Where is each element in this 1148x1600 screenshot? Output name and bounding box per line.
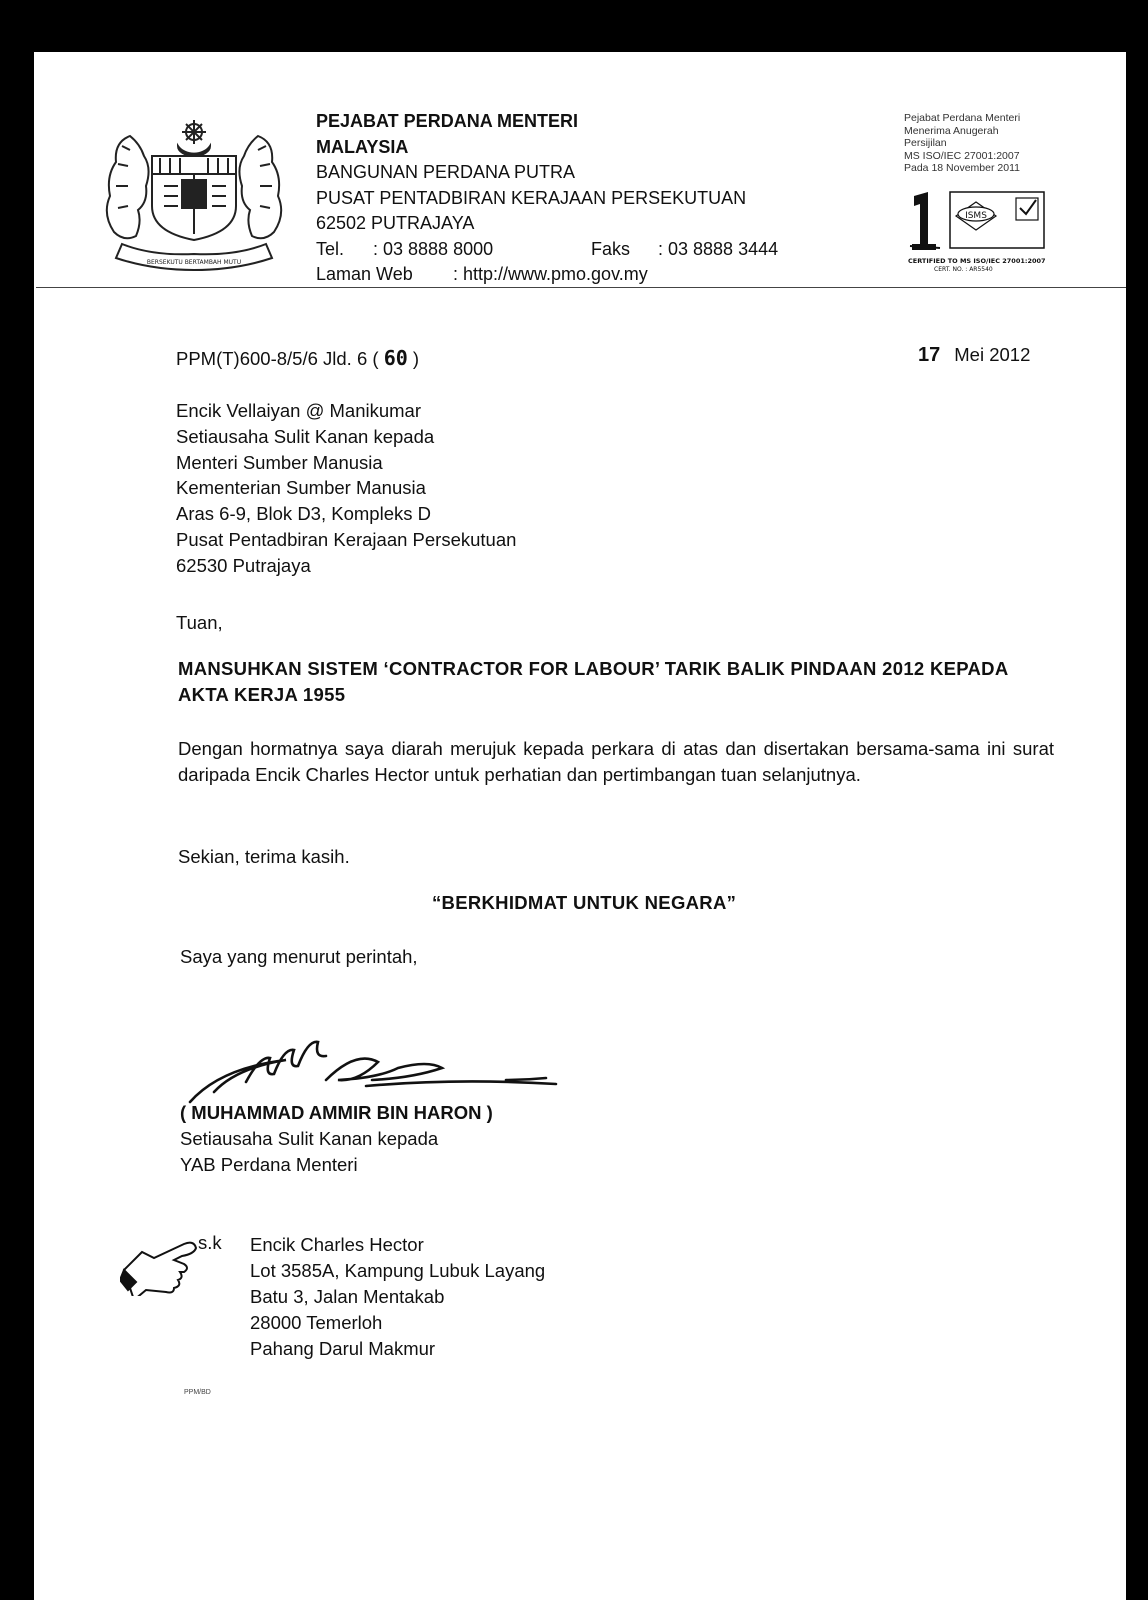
letter-date (918, 344, 1030, 367)
sk-label: s.k (198, 1232, 222, 1253)
letter-subject: MANSUHKAN SISTEM ‘CONTRACTOR FOR LABOUR’ TARIK BALIK PINDAAN 2012 KEPADA AKTA KERJA 1955 (178, 658, 1008, 705)
header-divider (36, 287, 1126, 288)
certification-text (904, 112, 1104, 175)
certified-text: CERTIFIED TO MS ISO/IEC 27001:2007 (908, 257, 1046, 265)
address-line: Setiausaha Sulit Kanan kepada (176, 425, 435, 447)
ref-prefix: PPM(T)600-8/5/6 Jld. 6 ( (176, 348, 379, 369)
cc-line: Pahang Darul Makmur (250, 1338, 436, 1359)
cc-line: Batu 3, Jalan Mentakab (250, 1286, 445, 1307)
cert-line: Pejabat Perdana Menteri (904, 112, 1021, 124)
recipient-address (176, 398, 516, 579)
closing-line: Sekian, terima kasih. (178, 846, 350, 867)
cc-line: 28000 Temerloh (250, 1312, 383, 1333)
building-name: BANGUNAN PERDANA PUTRA (316, 162, 576, 182)
web-label: Laman Web (316, 263, 413, 284)
cert-line: Pada 18 November 2011 (904, 162, 1020, 174)
website-row (316, 262, 746, 287)
address-line: 62530 Putrajaya (176, 554, 311, 576)
cert-line: Persijilan (904, 137, 947, 149)
signer-name: ( MUHAMMAD AMMIR BIN HARON ) (180, 1102, 493, 1123)
cc-line: Encik Charles Hector (250, 1234, 424, 1255)
scan-border-left (0, 0, 34, 1600)
letter-body: Dengan hormatnya saya diarah merujuk kepada perkara di atas dan disertakan bersama-sama ini surat daripada Encik Charles Hector untuk perhatian dan pertimbangan tuan selanjutnya. (178, 738, 1054, 785)
svg-text:BERSEKUTU BERTAMBAH MUTU: BERSEKUTU BERTAMBAH MUTU (146, 259, 242, 266)
postcode-city: 62502 PUTRAJAYA (316, 213, 475, 233)
reference-number (176, 346, 419, 370)
letterhead (316, 109, 779, 287)
cc-address (250, 1232, 545, 1362)
cert-line: MS ISO/IEC 27001:2007 (904, 149, 1020, 162)
motto: “BERKHIDMAT UNTUK NEGARA” (432, 892, 737, 913)
regards-line: Saya yang menurut perintah, (180, 946, 418, 967)
ref-suffix: ) (412, 348, 420, 369)
address-line: Encik Vellaiyan @ Manikumar (176, 400, 421, 421)
admin-centre: PUSAT PENTADBIRAN KERAJAAN PERSEKUTUAN (316, 187, 747, 208)
office-name: PEJABAT PERDANA MENTERI (316, 111, 579, 131)
isms-label: ISMS (965, 211, 987, 221)
salutation: Tuan, (176, 612, 223, 633)
footer-code: PPM/BD (184, 1389, 211, 1396)
iso-certification-logos (904, 188, 1094, 288)
address-line: Menteri Sumber Manusia (176, 451, 383, 473)
web-value: : http://www.pmo.gov.my (453, 263, 648, 284)
cert-number: CERT. NO. : AR5540 (934, 266, 993, 273)
scan-border-right (1126, 0, 1148, 1600)
phone-fax-row (316, 237, 779, 262)
address-line: Aras 6-9, Blok D3, Kompleks D (176, 503, 431, 525)
country-name: MALAYSIA (316, 136, 409, 157)
signer-title: YAB Perdana Menteri (180, 1154, 358, 1175)
date-day-handwritten: 17 (918, 344, 941, 366)
coat-of-arms-emblem (100, 116, 288, 272)
date-month-year: Mei 2012 (954, 344, 1031, 365)
fax-label: Faks (591, 238, 631, 259)
signer-title: Setiausaha Sulit Kanan kepada (180, 1128, 439, 1149)
check-mark-icon (1020, 200, 1036, 214)
tel-value: : 03 8888 8000 (373, 238, 494, 259)
signer-block (180, 1100, 493, 1178)
cc-line: Lot 3585A, Kampung Lubuk Layang (250, 1260, 546, 1281)
cert-line: Menerima Anugerah (904, 124, 999, 137)
address-line: Pusat Pentadbiran Kerajaan Persekutuan (176, 528, 517, 550)
ref-handwritten: 60 (383, 346, 408, 370)
number-one-badge-icon (912, 192, 936, 250)
tel-label: Tel. (316, 238, 345, 259)
fax-value: : 03 8888 3444 (658, 238, 779, 259)
scan-border-top (0, 0, 1148, 52)
address-line: Kementerian Sumber Manusia (176, 477, 426, 499)
